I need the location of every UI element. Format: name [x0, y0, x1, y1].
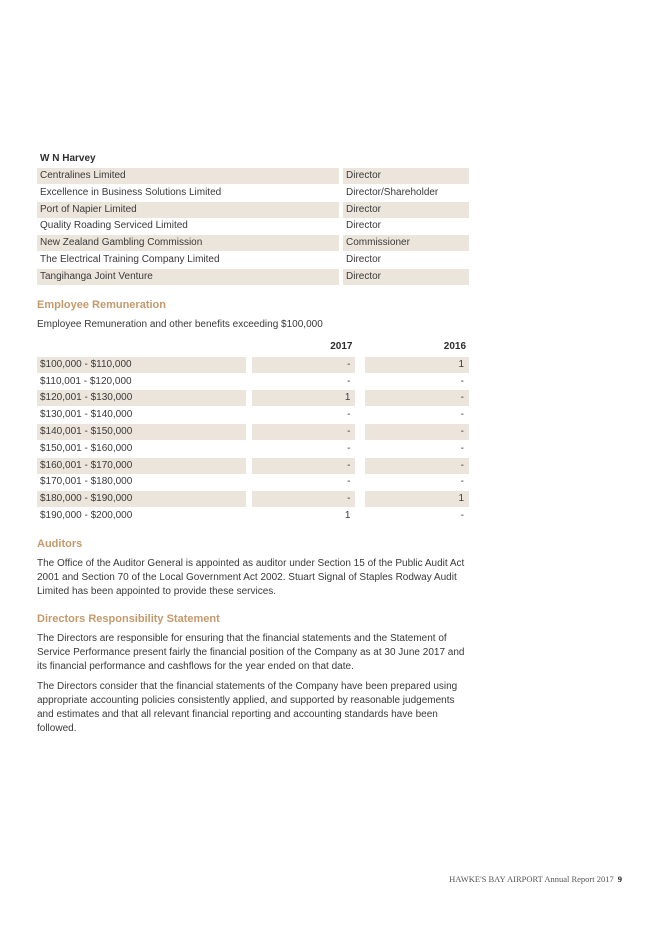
page-number: 9 — [617, 874, 622, 884]
table-row — [37, 441, 469, 457]
company-cell: The Electrical Training Company Limited — [40, 253, 220, 265]
table-row — [37, 374, 469, 390]
band-cell: $130,001 - $140,000 — [40, 409, 133, 421]
role-cell: Commissioner — [343, 235, 469, 251]
table-row — [37, 407, 469, 423]
table-row — [37, 474, 469, 490]
value-2017-cell: - — [252, 357, 356, 373]
company-cell: Centralines Limited — [37, 168, 339, 184]
role-cell: Director — [343, 202, 469, 218]
value-2017-cell: - — [252, 424, 356, 440]
value-2016-cell: 1 — [365, 491, 469, 507]
company-cell: Quality Roading Serviced Limited — [40, 220, 188, 232]
year-header-row — [37, 340, 469, 354]
table-row — [37, 458, 469, 474]
role-cell: Director — [346, 253, 382, 265]
header-spacer — [37, 340, 246, 354]
remuneration-intro: Employee Remuneration and other benefits exceeding $100,000 — [37, 318, 323, 330]
auditors-paragraph: The Office of the Auditor General is appointed as auditor under Section 15 of the Public Audit Act 2001 and Section 70 of the Local Government Act 2002. Stuart Signal of Staples Rodway Audit Limited has been appointed to provide these services. — [37, 557, 465, 597]
remuneration-table — [37, 357, 469, 524]
value-2017-cell: - — [347, 442, 351, 454]
table-row — [37, 357, 469, 373]
value-2017-cell: 1 — [252, 390, 356, 406]
band-cell: $100,000 - $110,000 — [37, 357, 246, 373]
directors-statement-paragraph-1: The Directors are responsible for ensuring that the financial statements and the Statement of Service Performance present fairly the financial position of the Company as at 30 June 2017 and its financial performance and cashflows for the year ended on that date. — [37, 632, 465, 672]
director-name: W N Harvey — [40, 153, 96, 164]
directors-statement-paragraph-2: The Directors consider that the financial statements of the Company have been prepared using appropriate accounting policies consistently applied, and supported by reasonable judgements and estimates and that all relevant financial reporting and accounting standards have been followed. — [37, 680, 458, 734]
table-row — [37, 252, 469, 268]
section-heading-auditors: Auditors — [37, 537, 83, 550]
table-row — [37, 491, 469, 507]
value-2016-cell: - — [460, 442, 464, 454]
section-heading-remuneration: Employee Remuneration — [37, 298, 166, 311]
table-row — [37, 424, 469, 440]
year-header-2016: 2016 — [443, 340, 467, 352]
band-cell: $160,001 - $170,000 — [37, 458, 246, 474]
value-2017-cell: - — [252, 458, 356, 474]
band-cell: $140,001 - $150,000 — [37, 424, 246, 440]
band-cell: $110,001 - $120,000 — [40, 375, 132, 387]
directorships-table — [37, 168, 469, 285]
band-cell: $180,000 - $190,000 — [37, 491, 246, 507]
report-page — [37, 152, 469, 736]
value-2016-cell: - — [460, 509, 464, 521]
company-cell: Excellence in Business Solutions Limited — [40, 186, 222, 198]
band-cell: $170,001 - $180,000 — [40, 476, 133, 488]
company-cell: New Zealand Gambling Commission — [37, 235, 339, 251]
value-2016-cell: - — [460, 476, 464, 488]
value-2016-cell: - — [365, 424, 469, 440]
value-2016-cell: - — [460, 409, 464, 421]
role-cell: Director — [343, 168, 469, 184]
value-2016-cell: 1 — [365, 357, 469, 373]
band-cell: $150,001 - $160,000 — [40, 442, 133, 454]
band-cell: $120,001 - $130,000 — [37, 390, 246, 406]
value-2016-cell: - — [460, 375, 464, 387]
value-2017-cell: 1 — [344, 509, 351, 521]
value-2016-cell: - — [365, 458, 469, 474]
table-row — [37, 218, 469, 234]
role-cell: Director — [343, 269, 469, 285]
page-footer — [449, 874, 622, 884]
table-row — [37, 235, 469, 251]
value-2017-cell: - — [252, 491, 356, 507]
table-row — [37, 185, 469, 201]
table-row — [37, 202, 469, 218]
role-cell: Director — [346, 220, 382, 232]
footer-text: HAWKE'S BAY AIRPORT Annual Report 2017 — [449, 874, 614, 884]
value-2017-cell: - — [347, 476, 351, 488]
section-heading-directors-statement: Directors Responsibility Statement — [37, 612, 220, 625]
year-header-2017: 2017 — [330, 340, 353, 352]
value-2017-cell: - — [347, 375, 351, 387]
table-row — [37, 508, 469, 524]
table-row — [37, 269, 469, 285]
table-row — [37, 168, 469, 184]
value-2016-cell: - — [365, 390, 469, 406]
company-cell: Port of Napier Limited — [37, 202, 339, 218]
company-cell: Tangihanga Joint Venture — [37, 269, 339, 285]
band-cell: $190,000 - $200,000 — [40, 509, 133, 521]
value-2017-cell: - — [347, 409, 351, 421]
table-row — [37, 390, 469, 406]
role-cell: Director/Shareholder — [346, 186, 439, 198]
